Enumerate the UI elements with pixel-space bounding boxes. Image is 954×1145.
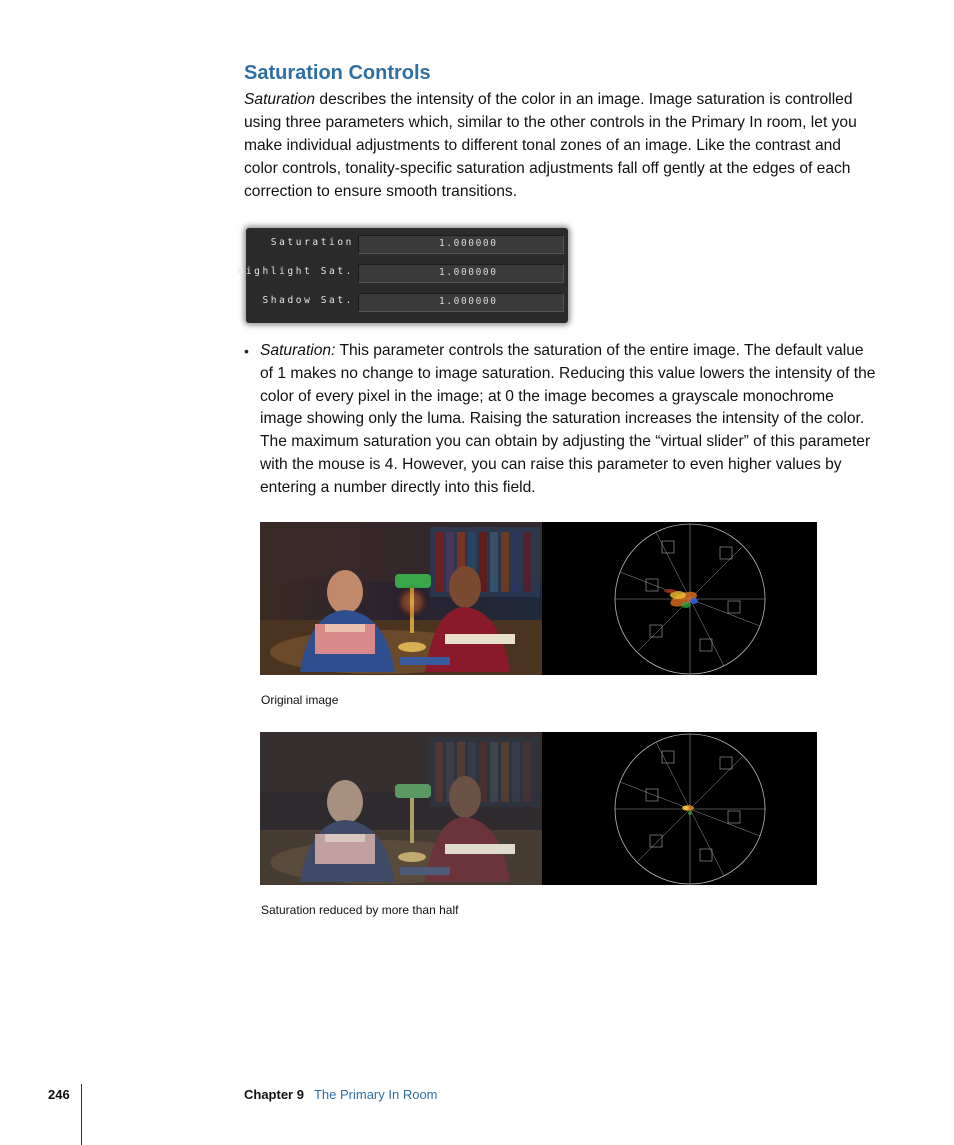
vectorscope (615, 734, 765, 884)
saturation-value: 1.000000 (439, 238, 498, 249)
page-number: 246 (48, 1087, 70, 1102)
intro-paragraph (244, 88, 876, 203)
chapter-label: Chapter 9 (244, 1087, 304, 1102)
saturation-label: Saturation (270, 237, 354, 248)
vectorscope (615, 524, 765, 674)
bullet-marker: • (244, 343, 249, 359)
figure-original (260, 522, 817, 675)
video-frame (260, 732, 542, 885)
bullet-text-body: This parameter controls the saturation of the entire image. The default value of 1 makes no change to image saturation. Reducing this value lowers the intensity of the color of every pixel in the image; at 0 the image becomes a grayscale monochrome image showing only the luma. Raising the saturation increases the intensity of the color. The maximum saturation you can obtain by adjusting the “virtual slider” of this parameter with the mouse is 4. However, you can raise this parameter to even higher values by entering a number directly into this field. (260, 342, 876, 496)
saturation-parameters-panel (237, 228, 568, 323)
highlight-sat-value: 1.000000 (439, 267, 498, 278)
shadow-sat-label: Shadow Sat. (262, 295, 354, 306)
video-frame (260, 522, 542, 675)
caption-original: Original image (261, 693, 339, 707)
shadow-sat-row (246, 293, 568, 313)
highlight-sat-field[interactable] (358, 264, 564, 283)
footer-chapter (244, 1087, 438, 1102)
saturation-bullet (260, 340, 880, 500)
chapter-title: The Primary In Room (313, 1087, 438, 1102)
footer-divider (81, 1084, 82, 1145)
intro-text: describes the intensity of the color in an image. Image saturation is controlled using three parameters which, similar to the other controls in the Primary In room, let you make individual adjustments to different tonal zones of an image. Like the contrast and color controls, tonality-specific saturation adjustments fall off gently at the edges of each correction to ensure smooth transitions. (244, 91, 857, 200)
shadow-sat-value: 1.000000 (439, 296, 498, 307)
highlight-sat-label: Highlight Sat. (237, 266, 354, 277)
highlight-sat-row (237, 264, 568, 284)
saturation-field[interactable] (358, 235, 564, 254)
original-image-and-vectorscope (260, 522, 817, 675)
saturation-row (246, 235, 568, 255)
shadow-sat-field[interactable] (358, 293, 564, 312)
caption-desaturated: Saturation reduced by more than half (261, 903, 459, 917)
section-heading: Saturation Controls (244, 62, 431, 84)
intro-term: Saturation (244, 91, 316, 108)
desaturated-image-and-vectorscope (260, 732, 817, 885)
figure-desaturated (260, 732, 817, 885)
bullet-term: Saturation: (260, 342, 336, 359)
